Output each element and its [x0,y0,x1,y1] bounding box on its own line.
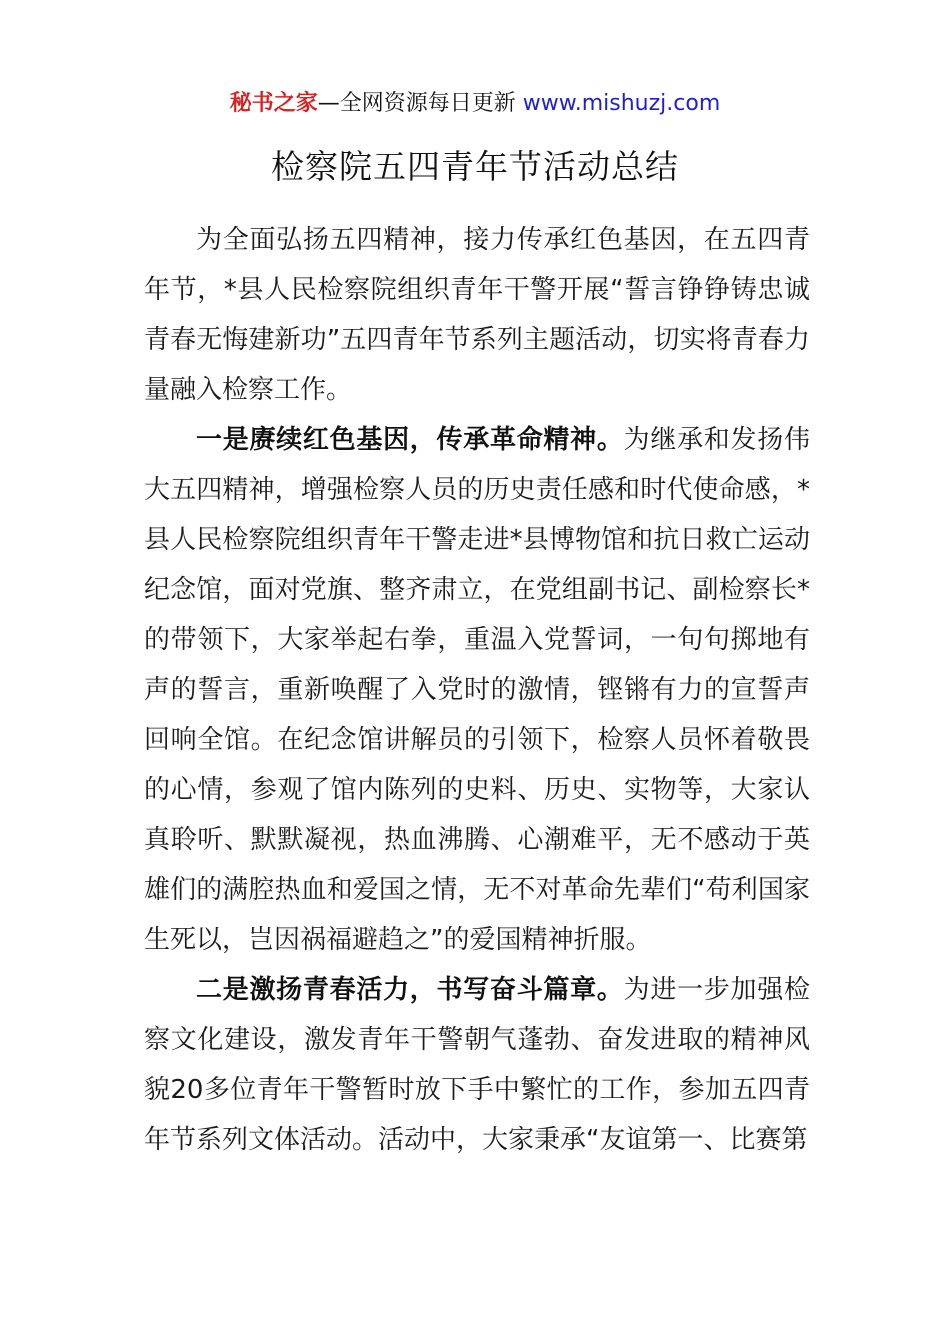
document-body [144,215,810,1165]
site-url-link[interactable]: www.mishuzj.com [522,91,721,116]
site-header [0,86,950,122]
paragraph-lead: 一是赓续红色基因，传承革命精神。 [196,425,624,455]
site-tagline: —全网资源每日更新 [317,91,516,116]
paragraph-text: 为继承和发扬伟大五四精神，增强检察人员的历史责任感和时代使命感，*县人民检察院组织青年干警走进*县博物馆和抗日救亡运动纪念馆，面对党旗、整齐肃立，在党组副书记、副检察长*的带领下，大家举起右拳，重温入党誓词，一句句掷地有声的誓言，重新唤醒了入党时的激情，铿锵有力的宣誓声回响全馆。在纪念馆讲解员的引领下，检察人员怀着敬畏的心情，参观了馆内陈列的史料、历史、实物等，大家认真聆听、默默凝视，热血沸腾、心潮难平，无不感动于英雄们的满腔热血和爱国之情，无不对革命先辈们“苟利国家生死以，岂因祸福避趋之”的爱国精神折服。 [144,425,810,955]
paragraph-intro [144,215,810,415]
document-title: 检察院五四青年节活动总结 [271,147,679,186]
paragraph-section-one [144,415,810,965]
paragraph-section-two [144,965,810,1165]
paragraph-lead: 二是激扬青春活力，书写奋斗篇章。 [196,975,624,1005]
paragraph-text: 为全面弘扬五四精神，接力传承红色基因，在五四青年节，*县人民检察院组织青年干警开展“誓言铮铮铸忠诚青春无悔建新功”五四青年节系列主题活动，切实将青春力量融入检察工作。 [144,225,810,405]
paragraph-text: 为进一步加强检察文化建设，激发青年干警朝气蓬勃、奋发进取的精神风貌20多位青年干警暂时放下手中繁忙的工作，参加五四青年节系列文体活动。活动中，大家秉承“友谊第一、比赛第 [144,975,810,1155]
site-name: 秘书之家 [229,91,318,116]
